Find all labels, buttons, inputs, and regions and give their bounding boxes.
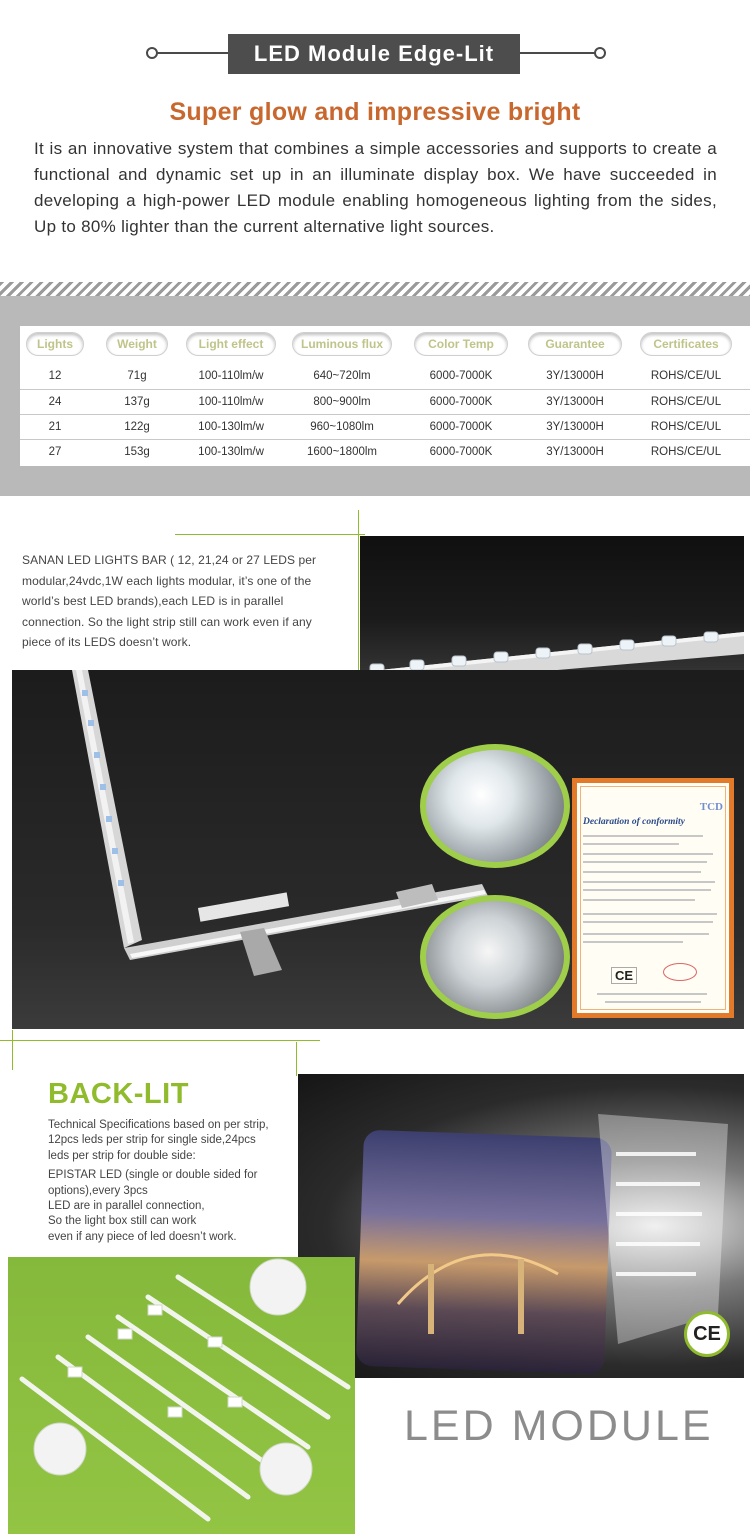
table-cell: 100-110lm/w (198, 396, 264, 408)
certificate-text-line (583, 835, 703, 837)
certificate-text-line (583, 941, 683, 943)
table-cell: 3Y/13000H (546, 446, 604, 458)
certificate-text-line (583, 843, 679, 845)
title-rule-right (516, 52, 598, 54)
column-header: Weight (106, 332, 168, 356)
spec-table-header (20, 332, 750, 356)
title-rule-left (152, 52, 232, 54)
certificate-brand: TCD (699, 801, 723, 813)
table-cell: ROHS/CE/UL (650, 421, 722, 433)
table-cell: 21 (48, 421, 62, 433)
table-row (20, 439, 750, 464)
title-ring-left (146, 47, 158, 59)
led-strips-photo (8, 1257, 355, 1534)
certificate-text-line (583, 889, 711, 891)
column-header: Certificates (640, 332, 732, 356)
zigzag-divider (0, 282, 750, 296)
light-box-illustration (298, 1074, 744, 1378)
ce-mark: CE (611, 967, 637, 984)
back-lit-line: EPISTAR LED (single or double sided for (48, 1169, 258, 1182)
guide-line (12, 1030, 13, 1070)
table-cell: 1600~1800lm (306, 446, 378, 458)
ce-badge: CE (684, 1311, 730, 1357)
back-lit-line: even if any piece of led doesn’t work. (48, 1230, 237, 1243)
certificate-text-line (583, 899, 695, 901)
guide-line (0, 1040, 320, 1041)
back-lit-title: BACK-LIT (48, 1078, 189, 1110)
table-cell: 153g (124, 446, 150, 458)
table-cell: 137g (124, 396, 150, 408)
certificate-text-line (583, 871, 701, 873)
certificate-text-line (597, 993, 707, 995)
certificate-text-line (583, 853, 713, 855)
guide-line (175, 534, 365, 535)
table-cell: 100-130lm/w (198, 421, 264, 433)
led-strips-illustration (8, 1257, 355, 1534)
certificate-text-line (583, 913, 717, 915)
back-lit-description (48, 1118, 298, 1245)
back-lit-line: options),every 3pcs (48, 1184, 148, 1197)
back-lit-line: leds per strip for double side: (48, 1149, 196, 1162)
table-cell: 100-110lm/w (198, 370, 264, 382)
table-cell: 960~1080lm (310, 421, 374, 433)
table-row (20, 364, 750, 389)
guide-line (358, 510, 359, 670)
led-closeup-top (420, 744, 570, 868)
column-header: Guarantee (528, 332, 622, 356)
page-title: LED Module Edge-Lit (228, 34, 520, 74)
table-cell: 3Y/13000H (546, 370, 604, 382)
table-cell: 100-130lm/w (198, 446, 264, 458)
column-header: Luminous flux (292, 332, 392, 356)
light-box-photo (298, 1074, 744, 1378)
table-cell: 6000-7000K (429, 446, 493, 458)
back-lit-line: 12pcs leds per strip for single side,24pcs (48, 1134, 256, 1147)
certificate-text-line (605, 1001, 701, 1003)
back-lit-line: LED are in parallel connection, (48, 1200, 205, 1213)
table-cell: 6000-7000K (429, 370, 493, 382)
table-cell: 800~900lm (313, 396, 371, 408)
table-cell: ROHS/CE/UL (650, 446, 722, 458)
table-cell: 122g (124, 421, 150, 433)
subtitle: Super glow and impressive bright (169, 98, 581, 126)
conformity-certificate (572, 778, 734, 1018)
certificate-heading: Declaration of conformity (583, 817, 685, 827)
column-header: Color Temp (414, 332, 508, 356)
guide-line (296, 1042, 297, 1076)
table-cell: 6000-7000K (429, 421, 493, 433)
spec-table (20, 326, 750, 466)
certificate-text-line (583, 881, 715, 883)
led-closeup-bottom (420, 895, 570, 1019)
table-cell: 27 (48, 446, 62, 458)
table-cell: 6000-7000K (429, 396, 493, 408)
certificate-text-line (583, 933, 709, 935)
table-row (20, 389, 750, 414)
back-lit-line: Technical Specifications based on per strip, (48, 1119, 269, 1131)
table-cell: 3Y/13000H (546, 421, 604, 433)
led-strip-photo (360, 536, 744, 687)
table-cell: ROHS/CE/UL (650, 370, 722, 382)
section-title (0, 28, 750, 78)
table-cell: 640~720lm (313, 370, 371, 382)
back-lit-line: So the light box still can work (48, 1215, 197, 1228)
table-cell: 71g (127, 370, 147, 382)
title-ring-right (594, 47, 606, 59)
certificate-text-line (583, 861, 707, 863)
table-cell: 24 (48, 396, 62, 408)
column-header: Light effect (186, 332, 276, 356)
led-module-label: LED MODULE (404, 1402, 714, 1450)
edge-lit-description: SANAN LED LIGHTS BAR ( 12, 21,24 or 27 LEDS per modular,24vdc,1W each lights modular, it’s one of the world’s best LED brands),each LED is in parallel connection. So the light strip still can work even if any piece of its LEDS doesn’t work. (22, 553, 317, 649)
column-header: Lights (26, 332, 84, 356)
certificate-text-line (583, 921, 713, 923)
table-cell: 12 (48, 370, 62, 382)
table-cell: 3Y/13000H (546, 396, 604, 408)
table-row (20, 414, 750, 439)
table-cell: ROHS/CE/UL (650, 396, 722, 408)
intro-paragraph: It is an innovative system that combines a simple accessories and supports to create a functional and dynamic set up in an illuminate display box. We have succeeded in developing a high-power LED module enabling homogeneous lighting from the sides, Up to 80% lighter than the current alternative light sources. (34, 139, 717, 236)
certificate-seal (663, 963, 697, 981)
led-strip-illustration (360, 536, 744, 687)
